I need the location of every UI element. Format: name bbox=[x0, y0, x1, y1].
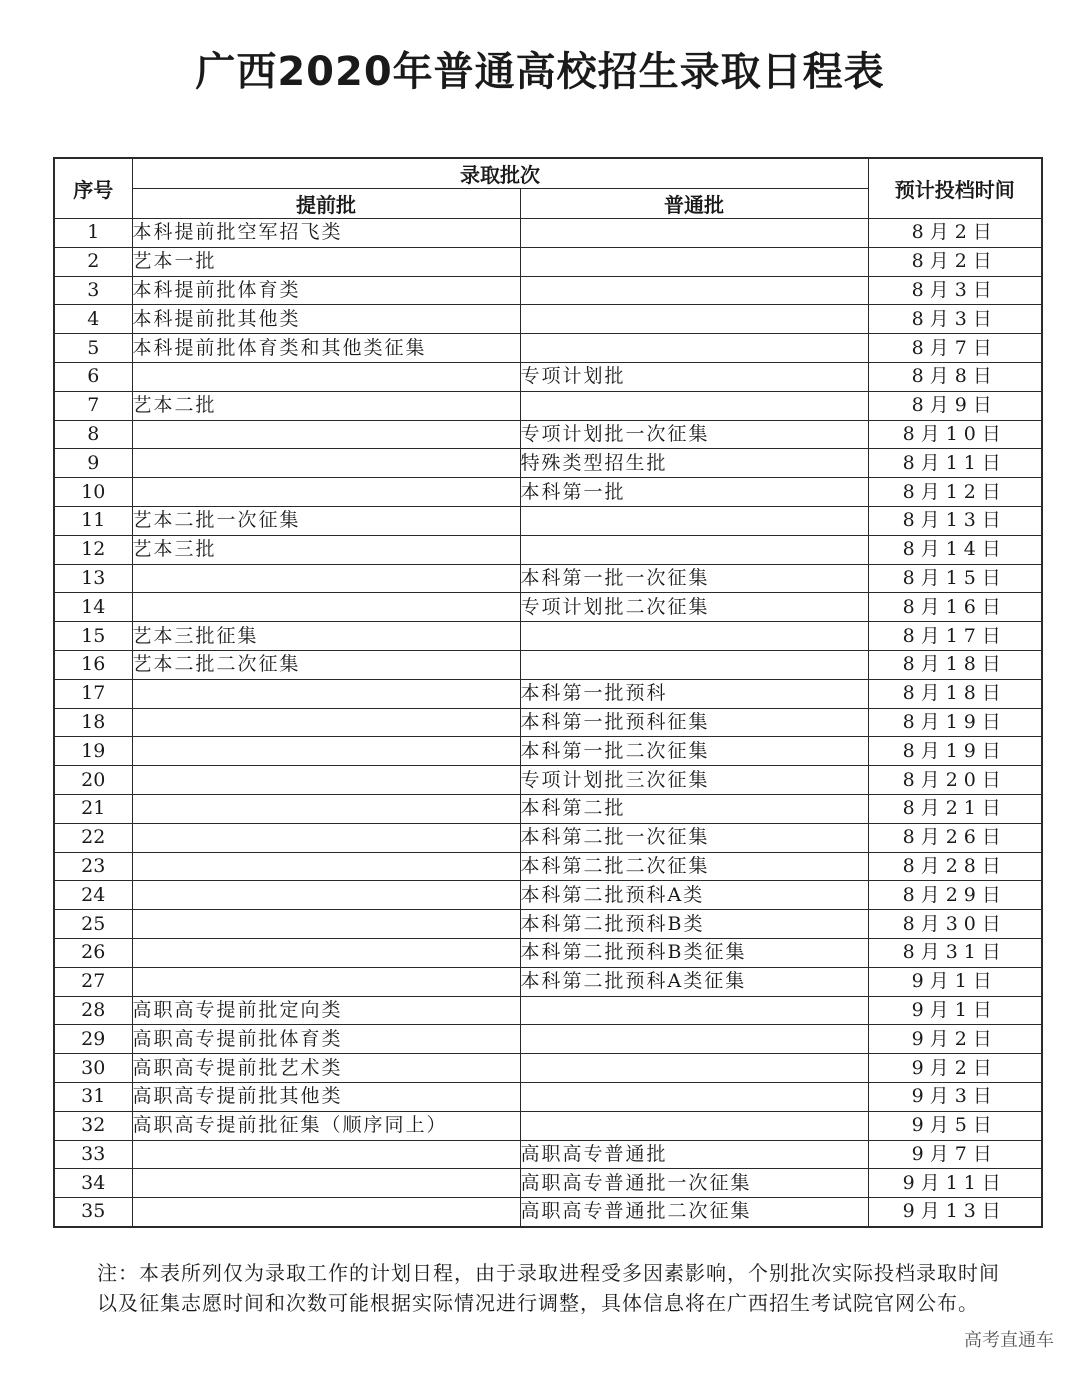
table-row bbox=[54, 737, 1042, 766]
date-cell: 9月2日 bbox=[868, 1025, 1042, 1054]
advance-batch-cell bbox=[132, 478, 520, 507]
row-number: 10 bbox=[54, 478, 132, 507]
table-row bbox=[54, 305, 1042, 334]
advance-batch-cell bbox=[132, 881, 520, 910]
table-row bbox=[54, 1082, 1042, 1111]
table-row bbox=[54, 535, 1042, 564]
regular-batch-cell: 本科第二批预科B类 bbox=[520, 910, 868, 939]
regular-batch-cell: 本科第一批 bbox=[520, 478, 868, 507]
advance-batch-cell bbox=[132, 737, 520, 766]
table-row bbox=[54, 708, 1042, 737]
header-batch: 录取批次 bbox=[132, 158, 868, 189]
regular-batch-cell: 本科第一批预科 bbox=[520, 679, 868, 708]
row-number: 26 bbox=[54, 938, 132, 967]
date-cell: 8月7日 bbox=[868, 334, 1042, 363]
table-row bbox=[54, 650, 1042, 679]
regular-batch-cell: 特殊类型招生批 bbox=[520, 449, 868, 478]
row-number: 19 bbox=[54, 737, 132, 766]
advance-batch-cell bbox=[132, 420, 520, 449]
row-number: 3 bbox=[54, 276, 132, 305]
regular-batch-cell bbox=[520, 535, 868, 564]
regular-batch-cell bbox=[520, 334, 868, 363]
schedule-table bbox=[53, 157, 1043, 1228]
regular-batch-cell: 本科第二批 bbox=[520, 794, 868, 823]
schedule-rows bbox=[54, 219, 1042, 1227]
regular-batch-cell: 本科第二批一次征集 bbox=[520, 823, 868, 852]
row-number: 35 bbox=[54, 1198, 132, 1227]
advance-batch-cell bbox=[132, 362, 520, 391]
table-row bbox=[54, 593, 1042, 622]
row-number: 15 bbox=[54, 622, 132, 651]
date-cell: 8月18日 bbox=[868, 679, 1042, 708]
footnote: 注：本表所列仅为录取工作的计划日程，由于录取进程受多因素影响，个别批次实际投档录取时间以及征集志愿时间和次数可能根据实际情况进行调整，具体信息将在广西招生考试院官网公布。 bbox=[97, 1261, 1000, 1315]
advance-batch-cell bbox=[132, 564, 520, 593]
advance-batch-cell: 高职高专提前批定向类 bbox=[132, 996, 520, 1025]
row-number: 29 bbox=[54, 1025, 132, 1054]
advance-batch-cell: 高职高专提前批体育类 bbox=[132, 1025, 520, 1054]
advance-batch-cell bbox=[132, 1140, 520, 1169]
regular-batch-cell: 专项计划批三次征集 bbox=[520, 766, 868, 795]
table-row bbox=[54, 1140, 1042, 1169]
date-cell: 8月12日 bbox=[868, 478, 1042, 507]
regular-batch-cell bbox=[520, 1111, 868, 1140]
date-cell: 8月2日 bbox=[868, 247, 1042, 276]
date-cell: 9月1日 bbox=[868, 996, 1042, 1025]
regular-batch-cell: 专项计划批 bbox=[520, 362, 868, 391]
advance-batch-cell bbox=[132, 938, 520, 967]
row-number: 30 bbox=[54, 1054, 132, 1083]
table-row bbox=[54, 478, 1042, 507]
table-row bbox=[54, 1198, 1042, 1227]
row-number: 32 bbox=[54, 1111, 132, 1140]
header-time: 预计投档时间 bbox=[868, 158, 1042, 219]
regular-batch-cell: 本科第一批一次征集 bbox=[520, 564, 868, 593]
page-title: 广西2020年普通高校招生录取日程表 bbox=[195, 49, 885, 95]
regular-batch-cell bbox=[520, 247, 868, 276]
row-number: 9 bbox=[54, 449, 132, 478]
date-cell: 9月7日 bbox=[868, 1140, 1042, 1169]
table-row bbox=[54, 449, 1042, 478]
regular-batch-cell bbox=[520, 391, 868, 420]
table-row bbox=[54, 938, 1042, 967]
regular-batch-cell bbox=[520, 1082, 868, 1111]
advance-batch-cell bbox=[132, 708, 520, 737]
regular-batch-cell: 本科第一批预科征集 bbox=[520, 708, 868, 737]
advance-batch-cell bbox=[132, 766, 520, 795]
table-row bbox=[54, 967, 1042, 996]
table-row bbox=[54, 420, 1042, 449]
date-cell: 8月15日 bbox=[868, 564, 1042, 593]
date-cell: 9月5日 bbox=[868, 1111, 1042, 1140]
table-row bbox=[54, 276, 1042, 305]
date-cell: 8月8日 bbox=[868, 362, 1042, 391]
row-number: 13 bbox=[54, 564, 132, 593]
regular-batch-cell bbox=[520, 276, 868, 305]
regular-batch-cell bbox=[520, 1025, 868, 1054]
date-cell: 8月10日 bbox=[868, 420, 1042, 449]
date-cell: 8月13日 bbox=[868, 506, 1042, 535]
regular-batch-cell: 高职高专普通批 bbox=[520, 1140, 868, 1169]
row-number: 16 bbox=[54, 650, 132, 679]
regular-batch-cell: 本科第一批二次征集 bbox=[520, 737, 868, 766]
row-number: 21 bbox=[54, 794, 132, 823]
row-number: 5 bbox=[54, 334, 132, 363]
advance-batch-cell: 本科提前批体育类 bbox=[132, 276, 520, 305]
table-row bbox=[54, 794, 1042, 823]
date-cell: 8月18日 bbox=[868, 650, 1042, 679]
regular-batch-cell: 高职高专普通批一次征集 bbox=[520, 1169, 868, 1198]
advance-batch-cell bbox=[132, 1169, 520, 1198]
advance-batch-cell: 艺本三批 bbox=[132, 535, 520, 564]
date-cell: 8月19日 bbox=[868, 708, 1042, 737]
advance-batch-cell bbox=[132, 449, 520, 478]
date-cell: 8月17日 bbox=[868, 622, 1042, 651]
row-number: 27 bbox=[54, 967, 132, 996]
row-number: 12 bbox=[54, 535, 132, 564]
regular-batch-cell bbox=[520, 219, 868, 248]
table-row bbox=[54, 852, 1042, 881]
date-cell: 8月3日 bbox=[868, 276, 1042, 305]
advance-batch-cell bbox=[132, 967, 520, 996]
table-row bbox=[54, 247, 1042, 276]
row-number: 4 bbox=[54, 305, 132, 334]
row-number: 28 bbox=[54, 996, 132, 1025]
date-cell: 8月30日 bbox=[868, 910, 1042, 939]
date-cell: 8月19日 bbox=[868, 737, 1042, 766]
regular-batch-cell: 本科第二批预科A类 bbox=[520, 881, 868, 910]
table-row bbox=[54, 391, 1042, 420]
date-cell: 9月11日 bbox=[868, 1169, 1042, 1198]
advance-batch-cell bbox=[132, 1198, 520, 1227]
date-cell: 8月9日 bbox=[868, 391, 1042, 420]
table-row bbox=[54, 1054, 1042, 1083]
advance-batch-cell: 艺本二批二次征集 bbox=[132, 650, 520, 679]
advance-batch-cell: 高职高专提前批其他类 bbox=[132, 1082, 520, 1111]
table-row bbox=[54, 622, 1042, 651]
header-regular: 普通批 bbox=[520, 189, 868, 219]
date-cell: 8月16日 bbox=[868, 593, 1042, 622]
regular-batch-cell: 本科第二批预科B类征集 bbox=[520, 938, 868, 967]
advance-batch-cell: 高职高专提前批征集（顺序同上） bbox=[132, 1111, 520, 1140]
advance-batch-cell: 高职高专提前批艺术类 bbox=[132, 1054, 520, 1083]
table-row bbox=[54, 823, 1042, 852]
table-row bbox=[54, 766, 1042, 795]
regular-batch-cell bbox=[520, 650, 868, 679]
regular-batch-cell bbox=[520, 996, 868, 1025]
date-cell: 9月3日 bbox=[868, 1082, 1042, 1111]
watermark: 高考直通车 bbox=[964, 1330, 1054, 1351]
advance-batch-cell bbox=[132, 910, 520, 939]
date-cell: 8月31日 bbox=[868, 938, 1042, 967]
regular-batch-cell bbox=[520, 506, 868, 535]
date-cell: 8月26日 bbox=[868, 823, 1042, 852]
advance-batch-cell: 艺本一批 bbox=[132, 247, 520, 276]
header-advance: 提前批 bbox=[132, 189, 520, 219]
date-cell: 8月29日 bbox=[868, 881, 1042, 910]
regular-batch-cell: 高职高专普通批二次征集 bbox=[520, 1198, 868, 1227]
advance-batch-cell bbox=[132, 593, 520, 622]
row-number: 23 bbox=[54, 852, 132, 881]
regular-batch-cell bbox=[520, 622, 868, 651]
advance-batch-cell bbox=[132, 679, 520, 708]
row-number: 24 bbox=[54, 881, 132, 910]
regular-batch-cell: 专项计划批一次征集 bbox=[520, 420, 868, 449]
advance-batch-cell: 本科提前批空军招飞类 bbox=[132, 219, 520, 248]
row-number: 7 bbox=[54, 391, 132, 420]
date-cell: 8月11日 bbox=[868, 449, 1042, 478]
advance-batch-cell: 艺本二批 bbox=[132, 391, 520, 420]
date-cell: 9月1日 bbox=[868, 967, 1042, 996]
row-number: 17 bbox=[54, 679, 132, 708]
table-row bbox=[54, 910, 1042, 939]
advance-batch-cell: 艺本三批征集 bbox=[132, 622, 520, 651]
date-cell: 8月20日 bbox=[868, 766, 1042, 795]
row-number: 34 bbox=[54, 1169, 132, 1198]
row-number: 1 bbox=[54, 219, 132, 248]
advance-batch-cell bbox=[132, 823, 520, 852]
row-number: 18 bbox=[54, 708, 132, 737]
advance-batch-cell bbox=[132, 852, 520, 881]
table-row bbox=[54, 996, 1042, 1025]
table-row bbox=[54, 506, 1042, 535]
advance-batch-cell bbox=[132, 794, 520, 823]
row-number: 6 bbox=[54, 362, 132, 391]
row-number: 20 bbox=[54, 766, 132, 795]
row-number: 25 bbox=[54, 910, 132, 939]
row-number: 22 bbox=[54, 823, 132, 852]
table-row bbox=[54, 881, 1042, 910]
table-row bbox=[54, 1169, 1042, 1198]
regular-batch-cell: 本科第二批二次征集 bbox=[520, 852, 868, 881]
table-row bbox=[54, 564, 1042, 593]
row-number: 14 bbox=[54, 593, 132, 622]
row-number: 8 bbox=[54, 420, 132, 449]
header-seq: 序号 bbox=[54, 158, 132, 219]
table-row bbox=[54, 334, 1042, 363]
table-row bbox=[54, 219, 1042, 248]
date-cell: 8月3日 bbox=[868, 305, 1042, 334]
regular-batch-cell bbox=[520, 1054, 868, 1083]
advance-batch-cell: 本科提前批其他类 bbox=[132, 305, 520, 334]
date-cell: 8月2日 bbox=[868, 219, 1042, 248]
table-row bbox=[54, 1025, 1042, 1054]
row-number: 33 bbox=[54, 1140, 132, 1169]
date-cell: 8月14日 bbox=[868, 535, 1042, 564]
regular-batch-cell: 本科第二批预科A类征集 bbox=[520, 967, 868, 996]
advance-batch-cell: 本科提前批体育类和其他类征集 bbox=[132, 334, 520, 363]
regular-batch-cell: 专项计划批二次征集 bbox=[520, 593, 868, 622]
date-cell: 9月13日 bbox=[868, 1198, 1042, 1227]
table-row bbox=[54, 362, 1042, 391]
date-cell: 8月28日 bbox=[868, 852, 1042, 881]
date-cell: 9月2日 bbox=[868, 1054, 1042, 1083]
row-number: 2 bbox=[54, 247, 132, 276]
row-number: 31 bbox=[54, 1082, 132, 1111]
advance-batch-cell: 艺本二批一次征集 bbox=[132, 506, 520, 535]
table-row bbox=[54, 679, 1042, 708]
table-row bbox=[54, 1111, 1042, 1140]
date-cell: 8月21日 bbox=[868, 794, 1042, 823]
row-number: 11 bbox=[54, 506, 132, 535]
regular-batch-cell bbox=[520, 305, 868, 334]
